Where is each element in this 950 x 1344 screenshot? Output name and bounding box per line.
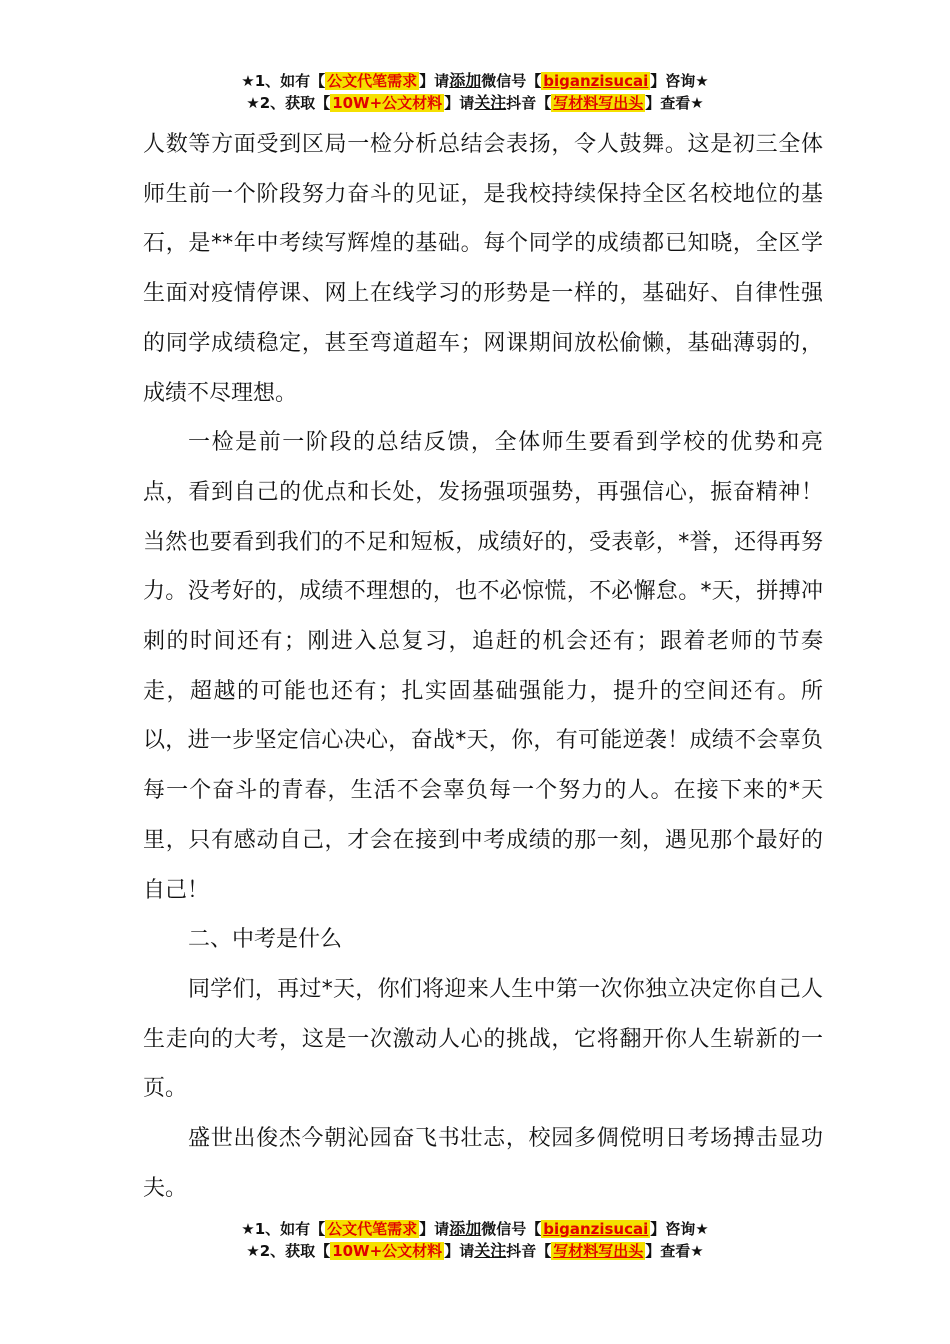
header-line-2-please: 】请 — [444, 94, 475, 112]
header-add-emphasis: 添加 — [449, 71, 482, 90]
header-line-1-prefix: ★1、如有【 — [241, 72, 326, 90]
header-follow-emphasis: 关注 — [474, 93, 507, 112]
douyin-account-highlight: 写材料写出头 — [553, 94, 644, 112]
footer-follow-emphasis: 关注 — [474, 1241, 507, 1260]
paragraph-1: 人数等方面受到区局一检分析总结会表扬，令人鼓舞。这是初三全体师生前一个阶段努力奋斗的见证，是我校持续保持全区名校地位的基石，是**年中考续写辉煌的基础。每个同学的成绩都已知晓，全区学生面对疫情停课、网上在线学习的形势是一样的，基础好、自律性强的同学成绩稳定，甚至弯道超车；网课期间放松偷懒，基础薄弱的，成绩不尽理想。 — [143, 132, 823, 406]
footer-add-emphasis: 添加 — [449, 1219, 482, 1238]
materials-highlight: 10W+公文材料 — [332, 94, 443, 112]
paragraph-3: 同学们，再过*天，你们将迎来人生中第一次你独立决定你自己人生走向的大考，这是一次激动人心的挑战，它将翻开你人生崭新的一页。 — [143, 976, 823, 1102]
paragraph-4: 盛世出俊杰今朝沁园奋飞书壮志，校园多倜傥明日考场搏击显功夫。 — [143, 1126, 823, 1201]
ghostwriting-highlight: 公文代笔需求 — [327, 72, 418, 90]
header-line-1-wechat-label: 微信号【 — [481, 72, 542, 90]
footer-wechat-id-highlight: biganzisucai — [543, 1220, 649, 1238]
footer-line-2 — [0, 1240, 950, 1262]
paragraph-2: 一检是前一阶段的总结反馈，全体师生要看到学校的优势和亮点，看到自己的优点和长处，发扬强项强势，再强信心，振奋精神！当然也要看到我们的不足和短板，成绩好的，受表彰，*誉，还得再努力。没考好的，成绩不理想的，也不必惊慌，不必懈怠。*天，拼搏冲刺的时间还有；刚进入总复习，追赶的机会还有；跟着老师的节奏走，超越的可能也还有；扎实固基础强能力，提升的空间还有。所以，进一步坚定信心决心，奋战*天，你，有可能逆袭！成绩不会辜负每一个奋斗的青春，生活不会辜负每一个努力的人。在接下来的*天里，只有感动自己，才会在接到中考成绩的那一刻，遇见那个最好的自己！ — [143, 430, 823, 903]
footer-line-1-please: 】请 — [419, 1220, 450, 1238]
footer-line-1-prefix: ★1、如有【 — [241, 1220, 326, 1238]
wechat-id-highlight: biganzisucai — [543, 72, 649, 90]
header-line-2-douyin-label: 抖音【 — [506, 94, 552, 112]
footer-line-1-wechat-label: 微信号【 — [481, 1220, 542, 1238]
footer-materials-highlight: 10W+公文材料 — [332, 1242, 443, 1260]
section-heading-2: 二、中考是什么 — [188, 927, 343, 953]
footer-line-1 — [0, 1218, 950, 1240]
header-line-2-prefix: ★2、获取【 — [246, 94, 331, 112]
footer-line-1-suffix: 】咨询★ — [650, 1220, 709, 1238]
header-line-2 — [0, 92, 950, 114]
footer-banner — [0, 1218, 950, 1262]
header-line-1-please: 】请 — [419, 72, 450, 90]
document-body — [143, 120, 823, 1213]
header-line-1 — [0, 70, 950, 92]
footer-line-2-douyin-label: 抖音【 — [506, 1242, 552, 1260]
header-line-2-suffix: 】查看★ — [645, 94, 704, 112]
header-line-1-suffix: 】咨询★ — [650, 72, 709, 90]
footer-ghostwriting-highlight: 公文代笔需求 — [327, 1220, 418, 1238]
header-banner — [0, 70, 950, 114]
footer-douyin-account-highlight: 写材料写出头 — [553, 1242, 644, 1260]
footer-line-2-please: 】请 — [444, 1242, 475, 1260]
footer-line-2-suffix: 】查看★ — [645, 1242, 704, 1260]
footer-line-2-prefix: ★2、获取【 — [246, 1242, 331, 1260]
